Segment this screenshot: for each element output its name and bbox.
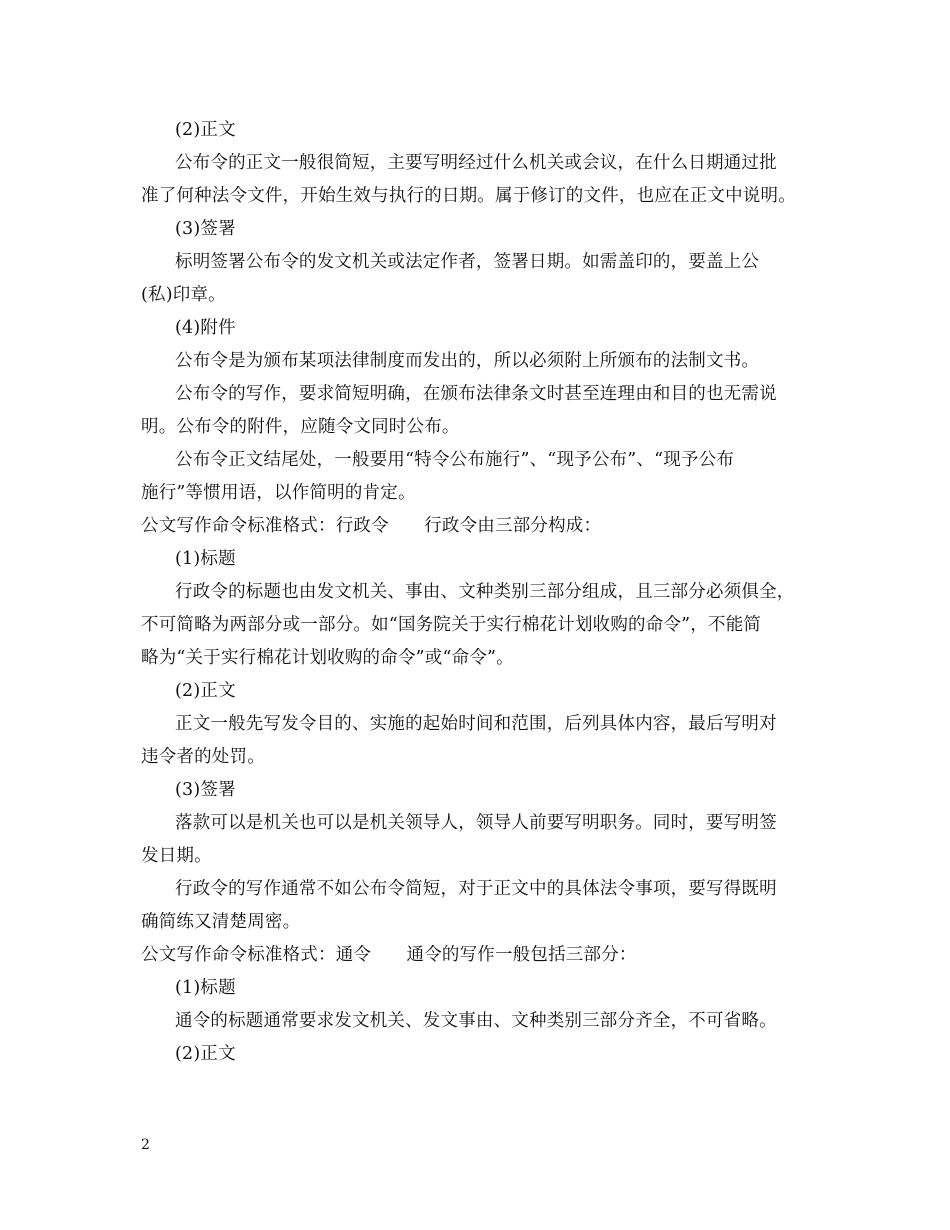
paragraph-line: 施行”等惯用语，以作简明的肯定。 [141,483,416,503]
paragraph-line: 明。公布令的附件，应随令文同时公布。 [141,417,460,437]
paragraph-line: 准了何种法令文件，开始生效与执行的日期。属于修订的文件，也应在正文中说明。 [141,186,796,206]
paragraph-line: 落款可以是机关也可以是机关领导人，领导人前要写明职务。同时，要写明签 [175,813,777,833]
paragraph-line: 通令的标题通常要求发文机关、发文事由、文种类别三部分齐全，不可省略。 [175,1011,777,1031]
paragraph-line: 公布令正文结尾处，一般要用“特令公布施行”、“现予公布”、“现予公布 [175,450,735,470]
section-heading: (1)标题 [175,549,236,569]
section-heading: (2)正文 [175,120,236,140]
paragraph-line: 正文一般先写发令目的、实施的起始时间和范围，后列具体内容，最后写明对 [175,714,777,734]
document-body [141,114,811,1071]
page-number: 2 [141,1137,150,1153]
subsection-title: 公文写作命令标准格式：行政令 行政令由三部分构成： [141,516,602,536]
paragraph-line: 确简练又清楚周密。 [141,912,301,932]
section-heading: (3)签署 [175,219,236,239]
paragraph-line: 行政令的标题也由发文机关、事由、文种类别三部分组成，且三部分必须俱全， [175,582,795,602]
paragraph-line: 略为“关于实行棉花计划收购的命令”或“命令”。 [141,648,514,668]
paragraph-line: 公布令的写作，要求简短明确，在颁布法律条文时甚至连理由和目的也无需说 [175,384,777,404]
paragraph-line: 公布令是为颁布某项法律制度而发出的，所以必须附上所颁布的法制文书。 [175,351,760,371]
subsection-title: 公文写作命令标准格式：通令 通令的写作一般包括三部分： [141,945,637,965]
paragraph-line: 公布令的正文一般很简短，主要写明经过什么机关或会议，在什么日期通过批 [175,153,777,173]
paragraph-line: 违令者的处罚。 [141,747,265,767]
paragraph-line: 不可简略为两部分或一部分。如“国务院关于实行棉花计划收购的命令”，不能简 [141,615,762,635]
section-heading: (2)正文 [175,681,236,701]
paragraph-line: 发日期。 [141,846,212,866]
section-heading: (1)标题 [175,978,236,998]
section-heading: (2)正文 [175,1044,236,1064]
paragraph-line: (私)印章。 [141,285,226,305]
paragraph-line: 标明签署公布令的发文机关或法定作者，签署日期。如需盖印的，要盖上公 [175,252,760,272]
section-heading: (4)附件 [175,318,236,338]
paragraph-line: 行政令的写作通常不如公布令简短，对于正文中的具体法令事项，要写得既明 [175,879,777,899]
section-heading: (3)签署 [175,780,236,800]
